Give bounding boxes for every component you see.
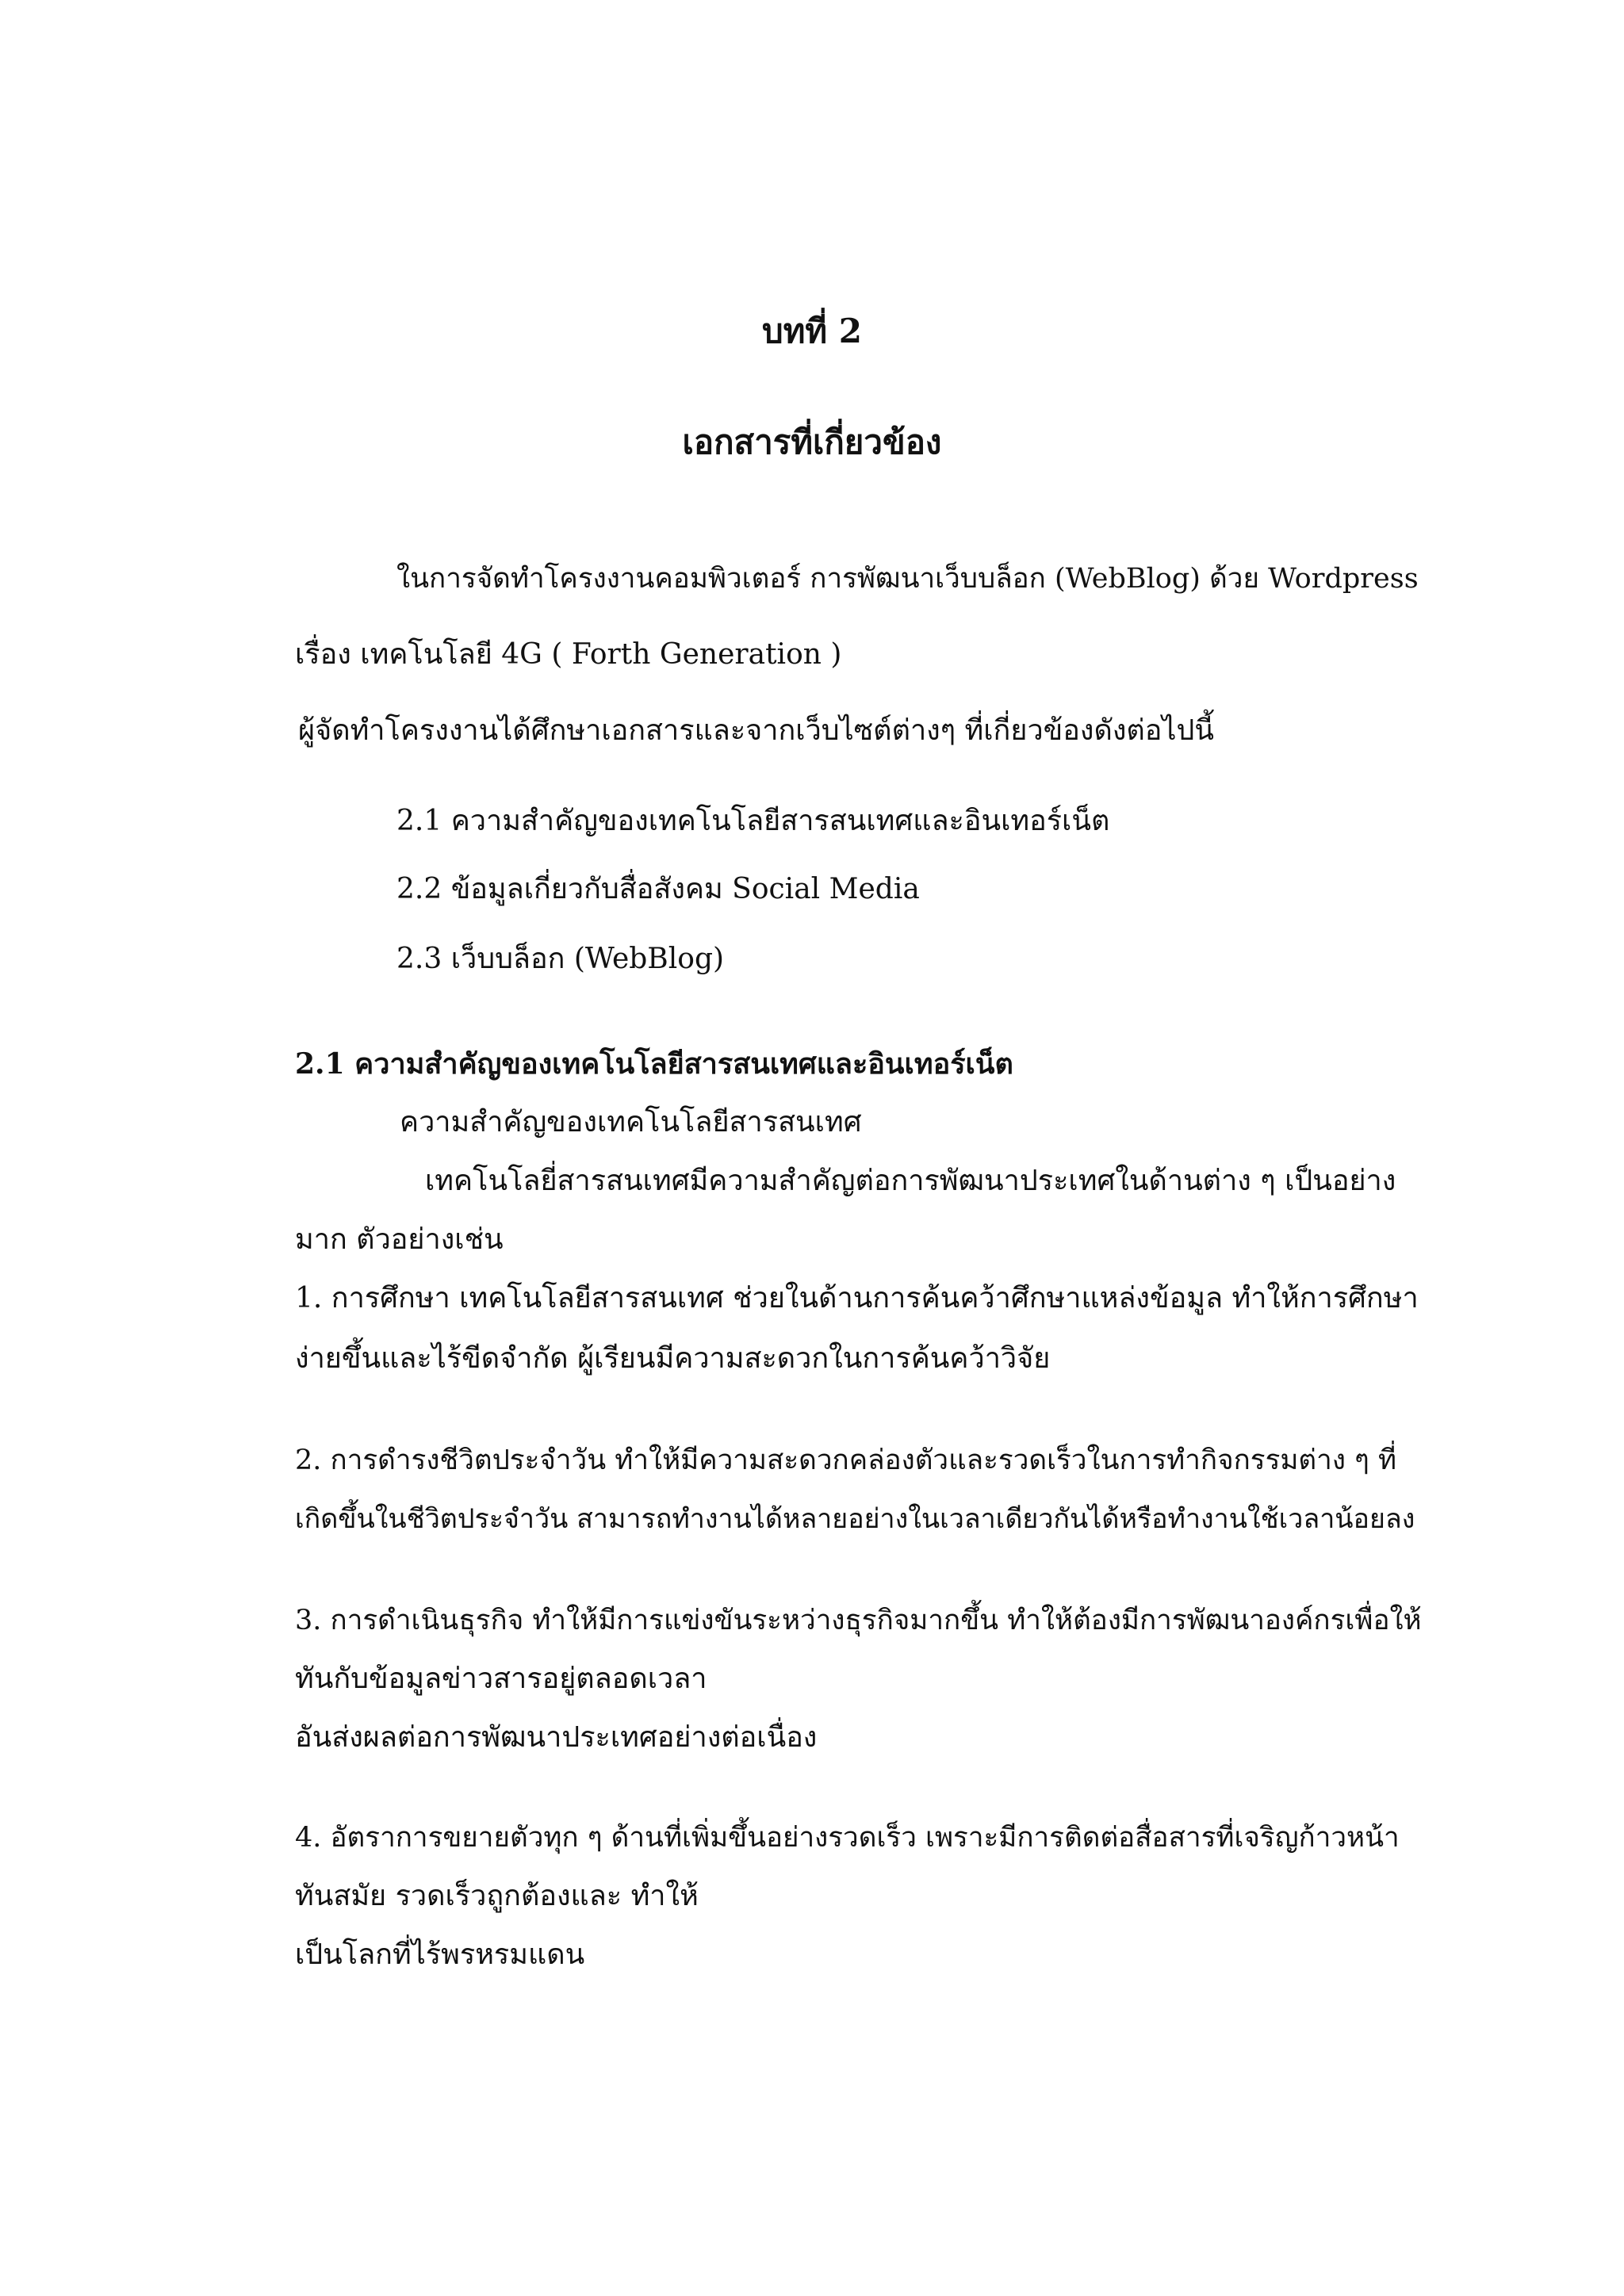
toc-item-2-2: 2.2 ข้อมูลเกี่ยวกับสื่อสังคม Social Media bbox=[396, 873, 920, 905]
intro-line-2: เรื่อง เทคโนโลยี 4G ( Forth Generation ) bbox=[295, 638, 842, 671]
list-item-2-line-1: 2. การดำรงชีวิตประจำวัน ทำให้มีความสะดวกคล่องตัวและรวดเร็วในการทำกิจกรรมต่าง ๆ ที่ bbox=[295, 1445, 1397, 1476]
intro-line-1: ในการจัดทำโครงงานคอมพิวเตอร์ การพัฒนาเว็บบล็อก (WebBlog) ด้วย Wordpress bbox=[396, 563, 1419, 595]
section-paragraph-line-1: เทคโนโลยี่สารสนเทศมีความสำคัญต่อการพัฒนาประเทศในด้านต่าง ๆ เป็นอย่าง bbox=[425, 1165, 1396, 1197]
list-item-4-line-2: ทันสมัย รวดเร็วถูกต้องและ ทำให้ bbox=[295, 1880, 699, 1912]
list-item-4-line-1: 4. อัตราการขยายตัวทุก ๆ ด้านที่เพิ่มขึ้นอย่างรวดเร็ว เพราะมีการติดต่อสื่อสารที่เจริญก้าวหน้า bbox=[295, 1822, 1400, 1854]
toc-item-2-1: 2.1 ความสำคัญของเทคโนโลยีสารสนเทศและอินเทอร์เน็ต bbox=[396, 805, 1110, 837]
chapter-number: บทที่ 2 bbox=[762, 312, 862, 350]
list-item-3-line-3: อันส่งผลต่อการพัฒนาประเทศอย่างต่อเนื่อง bbox=[295, 1721, 818, 1754]
toc-item-2-3: 2.3 เว็บบล็อก (WebBlog) bbox=[396, 943, 725, 975]
list-item-3-line-1: 3. การดำเนินธุรกิจ ทำให้มีการแข่งขันระหว่างธุรกิจมากขึ้น ทำให้ต้องมีการพัฒนาองค์กรเพื่อให้ bbox=[295, 1605, 1422, 1636]
section-heading: 2.1 ความสำคัญของเทคโนโลยีสารสนเทศและอินเทอร์เน็ต bbox=[295, 1047, 1013, 1081]
section-paragraph-line-2: มาก ตัวอย่างเช่น bbox=[295, 1223, 504, 1256]
list-item-3-line-2: ทันกับข้อมูลข่าวสารอยู่ตลอดเวลา bbox=[295, 1663, 707, 1695]
list-item-1-line-1: 1. การศึกษา เทคโนโลยีสารสนเทศ ช่วยในด้านการค้นคว้าศึกษาแหล่งข้อมูล ทำให้การศึกษา bbox=[295, 1282, 1419, 1314]
list-item-4-line-3: เป็นโลกที่ไร้พรหรมแดน bbox=[295, 1938, 585, 1971]
list-item-2-line-2: เกิดขึ้นในชีวิตประจำวัน สามารถทำงานได้หลายอย่างในเวลาเดียวกันได้หรือทำงานใช้เวลาน้อยลง bbox=[295, 1503, 1415, 1535]
list-item-1-line-2: ง่ายขึ้นและไร้ขีดจำกัด ผู้เรียนมีความสะดวกในการค้นคว้าวิจัย bbox=[295, 1342, 1051, 1375]
intro-line-3: ผู้จัดทำโครงงานได้ศึกษาเอกสารและจากเว็บไซต์ต่างๆ ที่เกี่ยวข้องดังต่อไปนี้ bbox=[298, 714, 1214, 747]
chapter-title: เอกสารที่เกี่ยวข้อง bbox=[682, 423, 942, 461]
section-subheading: ความสำคัญของเทคโนโลยีสารสนเทศ bbox=[400, 1106, 862, 1138]
